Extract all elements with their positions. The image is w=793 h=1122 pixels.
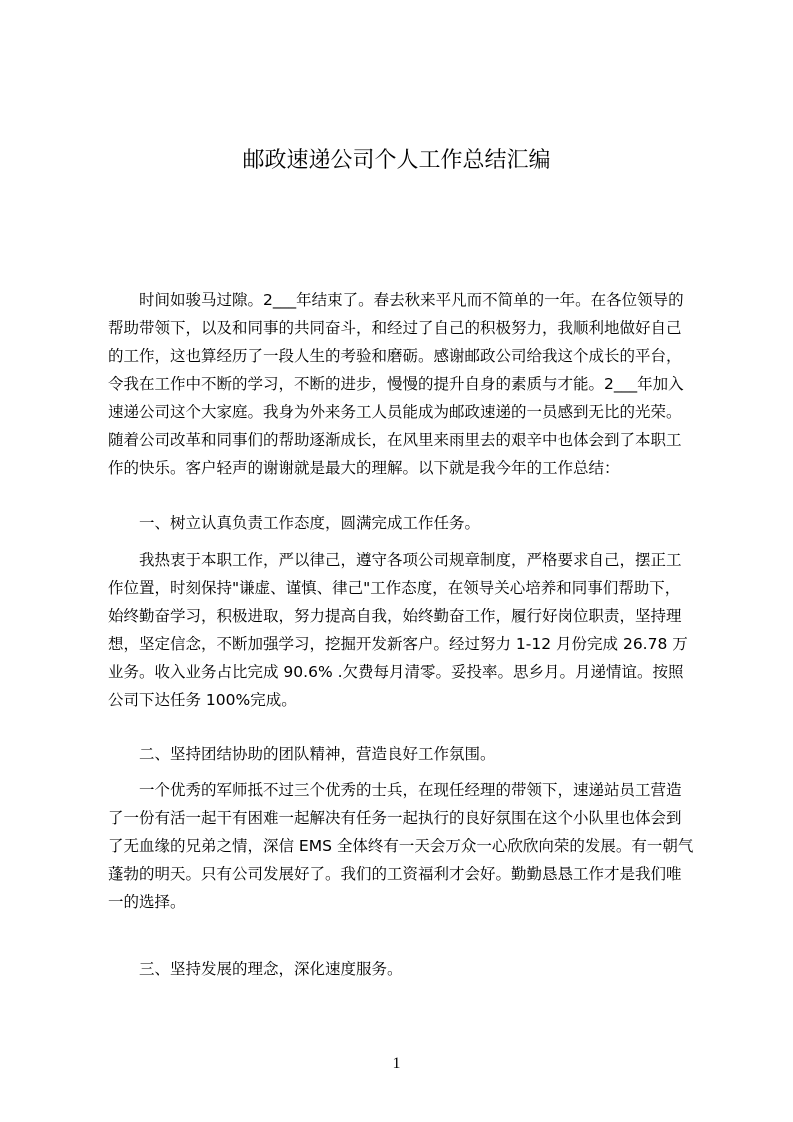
section-heading: [108, 740, 688, 768]
section-heading: [108, 509, 688, 537]
text-line: 作位置，时刻保持"谦虚、谨慎、律己"工作态度，在领导关心培养和同事们帮助下，: [108, 579, 681, 597]
text-line: 始终勤奋学习，积极进取，努力提高自我，始终勤奋工作，履行好岗位职责，坚持理: [108, 607, 682, 625]
section-heading: [108, 955, 688, 983]
text-line: 的工作，这也算经历了一段人生的考验和磨砺。感谢邮政公司给我这个成长的平台，: [108, 347, 682, 365]
text-line: 公司下达任务 100%完成。: [108, 691, 297, 709]
paragraph: [108, 776, 694, 916]
paragraph: [108, 286, 688, 482]
paragraph: [108, 546, 688, 714]
text-line: 了无血缘的兄弟之情，深信 EMS 全体终有一天会万众一心欣欣向荣的发展。有一朝气: [108, 837, 694, 855]
text-line: 时间如骏马过隙。2___年结束了。春去秋来平凡而不简单的一年。在各位领导的: [108, 291, 684, 309]
page-number: 1: [392, 1055, 401, 1072]
text-line: 一、树立认真负责工作态度，圆满完成工作任务。: [108, 514, 481, 532]
text-line: 想，坚定信念，不断加强学习，挖掘开发新客户。经过努力 1-12 月份完成 26.78 万: [108, 635, 688, 653]
text-line: 蓬勃的明天。只有公司发展好了。我们的工资福利才会好。勤勤恳恳工作才是我们唯: [108, 865, 682, 883]
text-line: 了一份有活一起干有困难一起解决有任务一起执行的良好氛围在这个小队里也体会到: [108, 809, 682, 827]
text-line: 作的快乐。客户轻声的谢谢就是最大的理解。以下就是我今年的工作总结：: [108, 459, 620, 477]
text-line: 速递公司这个大家庭。我身为外来务工人员能成为邮政速递的一员感到无比的光荣。: [108, 403, 682, 421]
document-title: 邮政速递公司个人工作总结汇编: [242, 148, 551, 173]
text-line: 二、坚持团结协助的团队精神，营造良好工作氛围。: [108, 745, 496, 763]
text-line: 随着公司改革和同事们的帮助逐渐成长，在风里来雨里去的艰辛中也体会到了本职工: [108, 431, 682, 449]
text-line: 业务。收入业务占比完成 90.6% .欠费每月清零。妥投率。思乡月。月递情谊。按照: [108, 663, 684, 681]
text-line: 三、坚持发展的理念，深化速度服务。: [108, 960, 403, 978]
text-line: 一的选择。: [108, 893, 186, 911]
text-line: 我热衷于本职工作，严以律己，遵守各项公司规章制度，严格要求自己，摆正工: [108, 551, 682, 569]
text-line: 帮助带领下，以及和同事的共同奋斗，和经过了自己的积极努力，我顺利地做好自己: [108, 319, 682, 337]
text-line: 一个优秀的军师抵不过三个优秀的士兵，在现任经理的带领下，速递站员工营造: [108, 781, 682, 799]
text-line: 令我在工作中不断的学习，不断的进步，慢慢的提升自身的素质与才能。2___年加入: [108, 375, 684, 393]
